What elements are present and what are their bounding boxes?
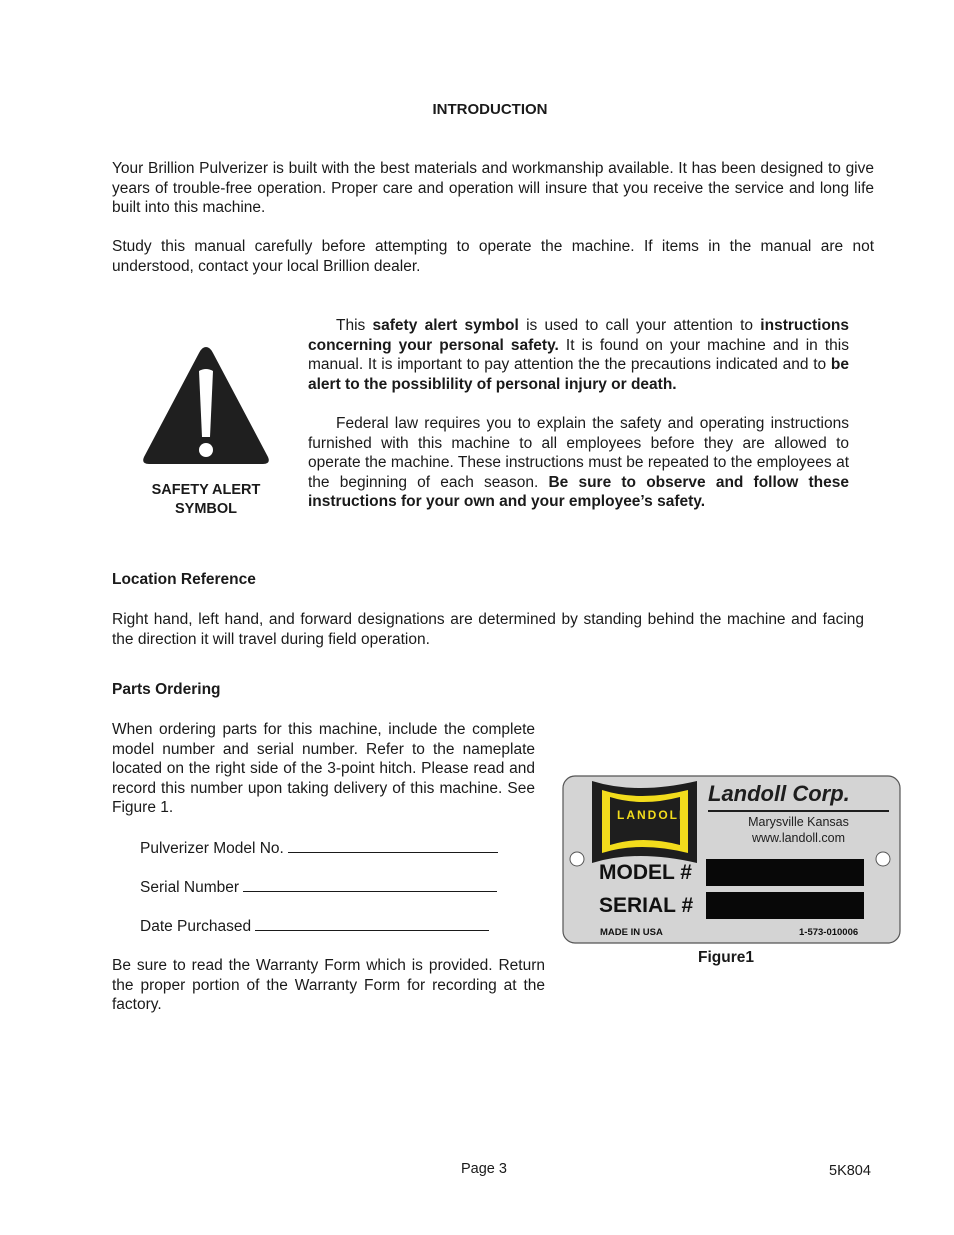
intro-paragraph-2: Study this manual carefully before attempting to operate the machine. If items in the manual are not understood, contact your local Brillion dealer.	[112, 238, 874, 275]
safety-paragraph-2	[308, 414, 849, 512]
caption-line-2: SYMBOL	[174, 501, 238, 517]
landoll-logo-text: LANDOLL	[617, 808, 689, 822]
serial-number-field	[140, 877, 497, 897]
nameplate-website: www.landoll.com	[751, 831, 846, 845]
safety-text-a: This	[336, 317, 373, 334]
nameplate-city: Marysville Kansas	[748, 815, 849, 829]
landoll-nameplate	[562, 775, 901, 944]
safety-paragraph-1	[308, 316, 849, 394]
serial-number-blank	[243, 877, 497, 892]
location-paragraph: Right hand, left hand, and forward designations are determined by standing behind the machine and facing the direction it will travel during field operation.	[112, 611, 864, 648]
safety-injury-phrase: be alert to the possiblility of personal injury or death.	[308, 356, 849, 393]
be-sure-phrase: Be sure to observe and follow these instructions for your own and your employee’s safety.	[308, 473, 849, 511]
safety-text-e: It is found on your machine and in this manual. It is important to pay attention the the precautions indicated and to	[308, 336, 849, 374]
federal-law-text: Federal law requires you to explain the safety and operating instructions furnished with this machine to all employees before they are allowed to operate the machine. These instructions must be repeated to the employees at the beginning of each season.	[308, 415, 849, 491]
figure-caption: Figure1	[698, 949, 754, 966]
safety-alert-caption	[120, 481, 292, 519]
safety-symbol-phrase: safety alert symbol	[372, 317, 519, 334]
nameplate-company: Landoll Corp.	[708, 781, 850, 806]
nameplate-part-number: 1-573-010006	[799, 927, 859, 938]
safety-text-c: is used to call your attention to	[518, 317, 761, 334]
safety-instructions-phrase: instructions concerning your personal safety.	[308, 317, 849, 354]
safety-alert-triangle-icon	[140, 343, 272, 467]
warranty-paragraph: Be sure to read the Warranty Form which is provided. Return the proper portion of the Warranty Form for recording at the factory.	[112, 957, 545, 1014]
page-number: Page 3	[461, 1161, 507, 1177]
nameplate-made-in: MADE IN USA	[600, 927, 663, 938]
model-number-field	[140, 838, 498, 858]
intro-paragraph-1: Your Brillion Pulverizer is built with the best materials and workmanship available. It has been designed to give years of trouble-free operation. Proper care and operation will insure that you receive the service and long life built into this machine.	[112, 160, 874, 217]
date-purchased-field	[140, 916, 489, 936]
date-purchased-label: Date Purchased	[140, 918, 252, 935]
serial-number-label: Serial Number	[140, 879, 240, 896]
location-heading: Location Reference	[112, 571, 256, 588]
model-number-label: Pulverizer Model No.	[140, 840, 284, 857]
nameplate-serial-label: SERIAL #	[599, 894, 694, 917]
model-number-blank	[288, 838, 498, 853]
page-title: INTRODUCTION	[432, 101, 548, 118]
date-purchased-blank	[255, 916, 489, 931]
nameplate-model-label: MODEL #	[599, 861, 692, 884]
document-code: 5K804	[829, 1163, 871, 1179]
parts-heading: Parts Ordering	[112, 681, 221, 698]
parts-paragraph: When ordering parts for this machine, include the complete model number and serial number. Refer to the nameplate located on the right side of the 3-point hitch. Please read and record this number upon taking delivery of this machine. See Figure 1.	[112, 721, 535, 817]
caption-line-1: SAFETY ALERT	[151, 482, 261, 498]
